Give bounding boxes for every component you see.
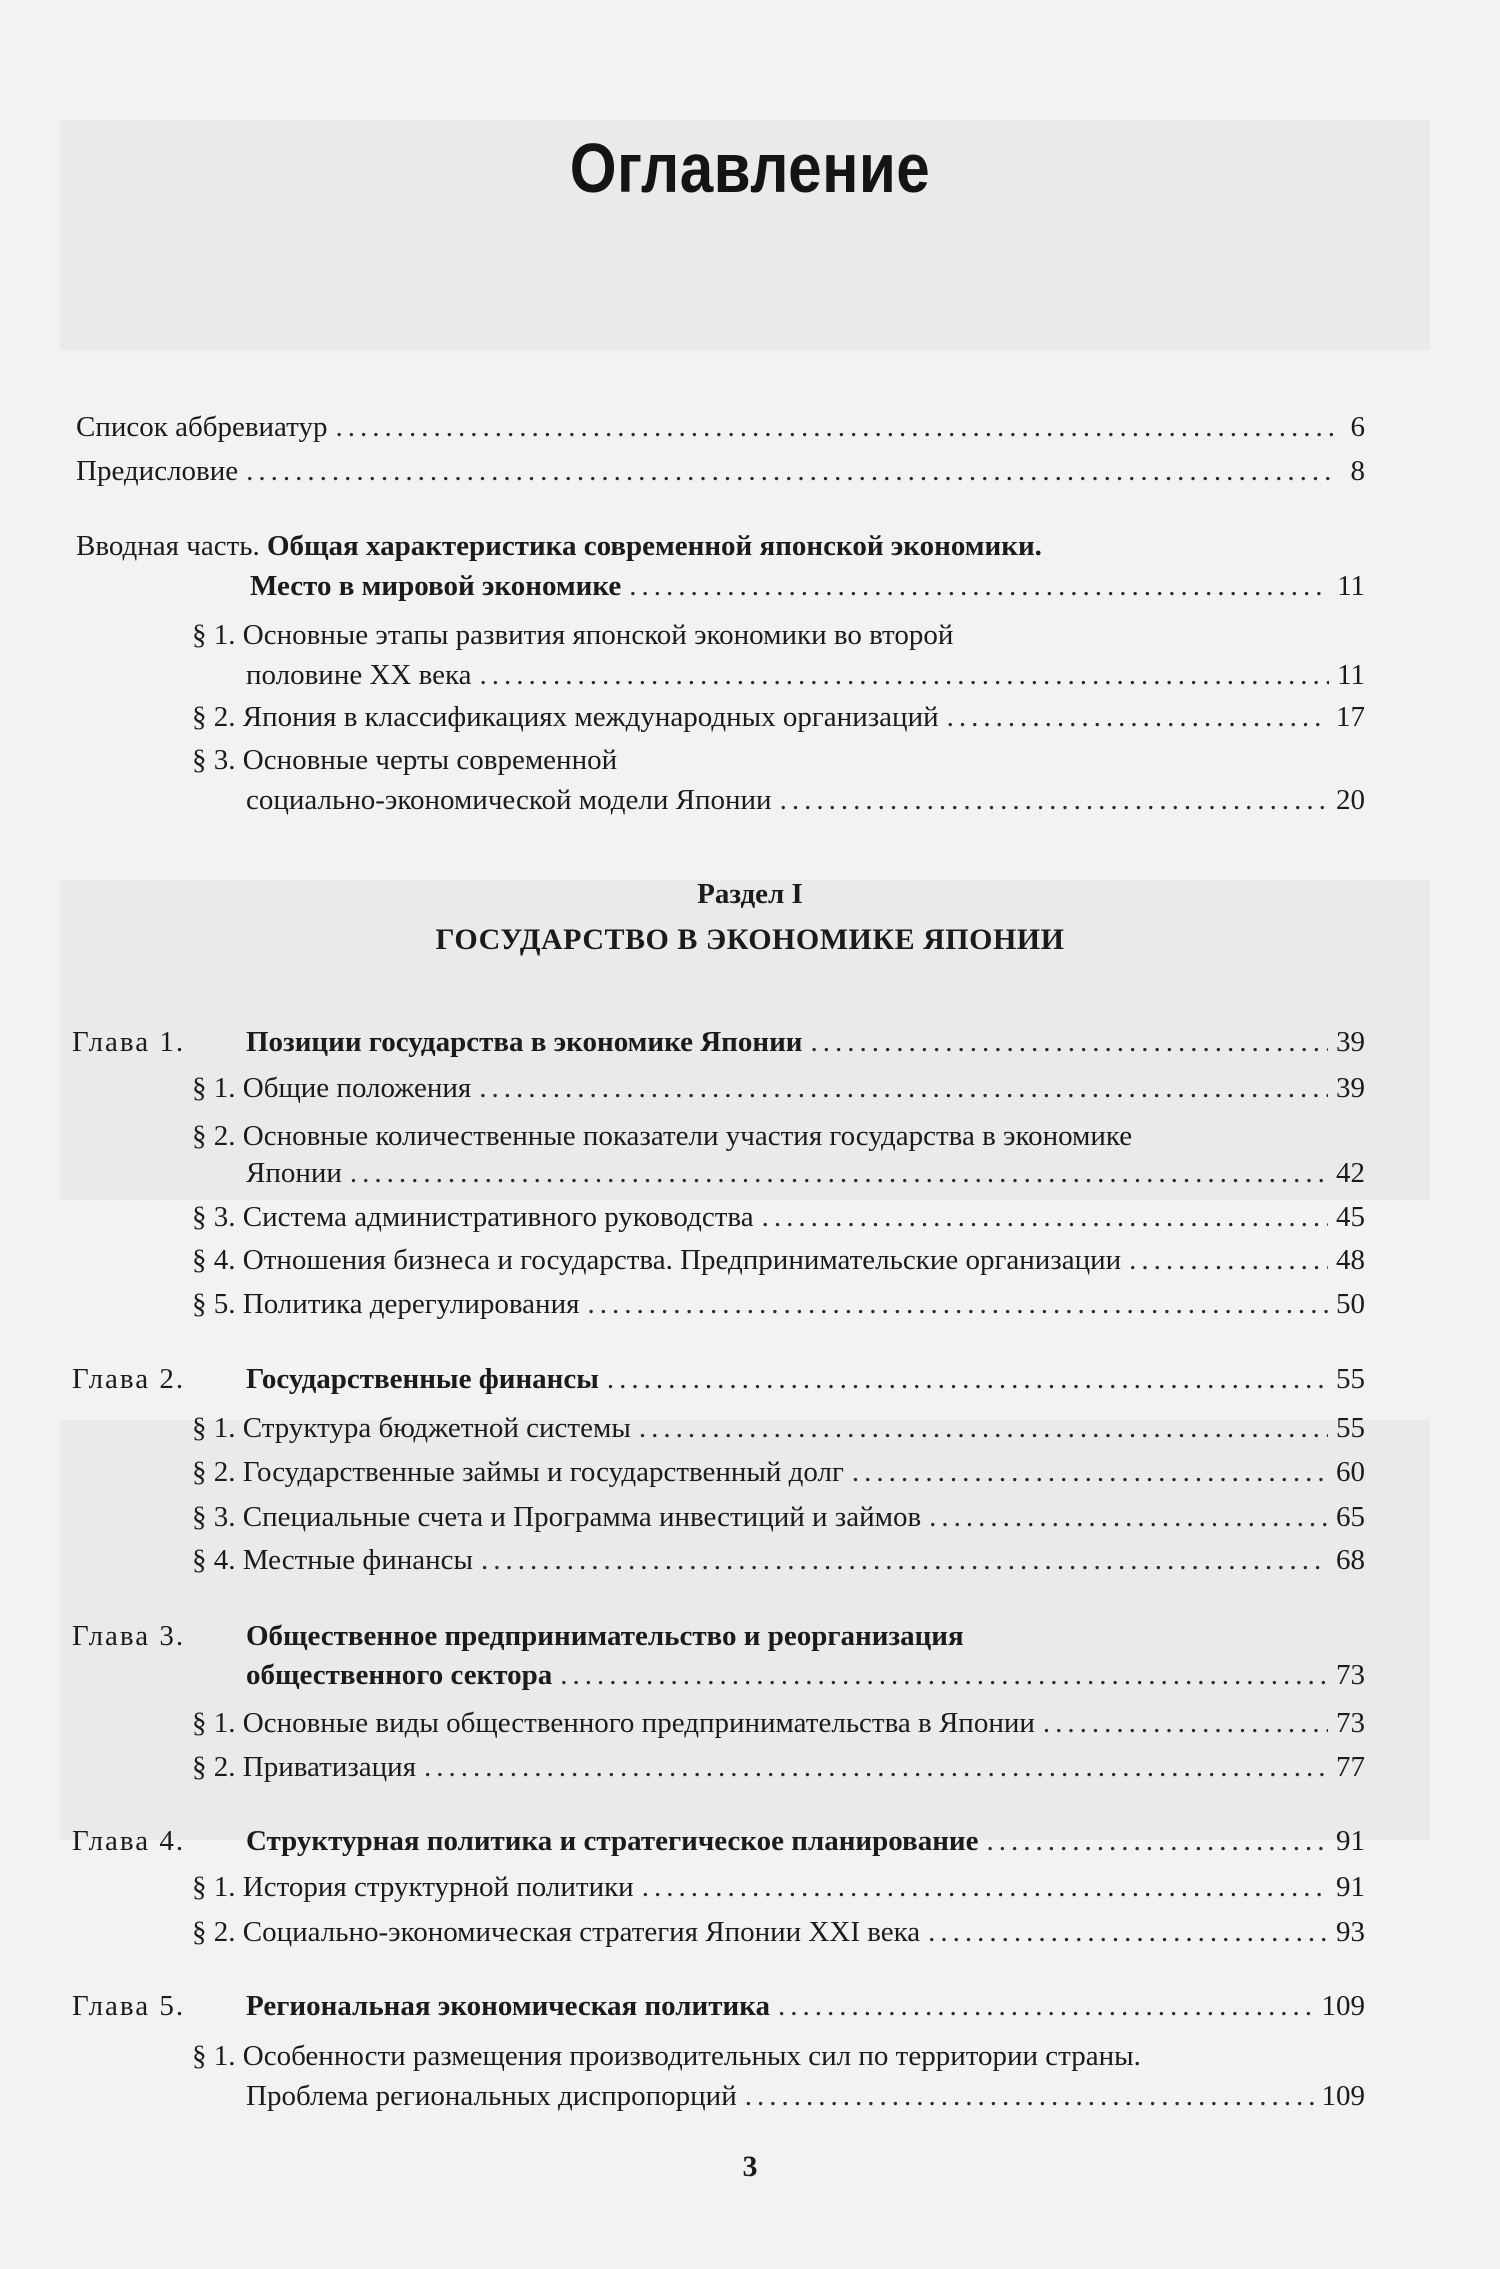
toc-page-number: 17 xyxy=(1336,701,1365,733)
toc-page-number: 39 xyxy=(1336,1072,1365,1104)
toc-page-number: 73 xyxy=(1336,1659,1365,1691)
toc-section-label: § 1. Основные виды общественного предпринимательства в Японии xyxy=(192,1707,1035,1739)
toc-section-entry[interactable] xyxy=(192,1408,1365,1448)
toc-page-number: 6 xyxy=(1350,411,1365,443)
part-label: Раздел I xyxy=(697,878,803,910)
chapter-title: Структурная политика и стратегическое планирование xyxy=(246,1825,979,1857)
toc-chapter-4[interactable] xyxy=(72,1821,1365,1861)
dot-leader xyxy=(335,407,1337,447)
toc-section-entry[interactable] xyxy=(192,1068,1365,1108)
toc-section-label: § 4. Местные финансы xyxy=(192,1544,473,1576)
dot-leader xyxy=(424,1747,1328,1787)
toc-entry-intro-heading[interactable] xyxy=(76,526,1042,566)
toc-entry-label: Список аббревиатур xyxy=(76,411,328,443)
toc-section-label: § 1. Структура бюджетной системы xyxy=(192,1412,631,1444)
toc-page-number: 77 xyxy=(1336,1751,1365,1783)
toc-page-number: 60 xyxy=(1336,1456,1365,1488)
dot-leader xyxy=(479,1068,1328,1108)
toc-section-label: § 2. Япония в классификациях международных организаций xyxy=(192,701,939,733)
toc-section-line2: Проблема региональных диспропорций xyxy=(246,2080,737,2112)
dot-leader xyxy=(987,1821,1329,1861)
toc-page-number: 93 xyxy=(1336,1916,1365,1948)
toc-section-line2: социально-экономической модели Японии xyxy=(246,784,772,816)
toc-chapter-3[interactable] xyxy=(246,1655,1365,1695)
dot-leader xyxy=(639,1408,1328,1448)
dot-leader xyxy=(607,1359,1328,1399)
dot-leader xyxy=(778,1986,1314,2026)
toc-section-label: § 1. История структурной политики xyxy=(192,1871,634,1903)
chapter-title: Региональная экономическая политика xyxy=(246,1990,770,2022)
toc-page-number: 91 xyxy=(1336,1871,1365,1903)
dot-leader xyxy=(928,1912,1328,1952)
dot-leader xyxy=(1129,1240,1328,1280)
toc-section-label: § 3. Специальные счета и Программа инвестиций и займов xyxy=(192,1501,922,1533)
toc-section-line1[interactable]: § 2. Основные количественные показатели участия государства в экономике xyxy=(192,1120,1133,1152)
toc-section-entry[interactable] xyxy=(192,1747,1365,1787)
toc-section-entry[interactable] xyxy=(192,1867,1365,1907)
dot-leader xyxy=(780,780,1328,820)
toc-section-label: § 5. Политика дерегулирования xyxy=(192,1288,580,1320)
toc-section-entry[interactable] xyxy=(192,697,1365,737)
chapter-label: Глава 4. xyxy=(72,1825,186,1857)
toc-page-number: 20 xyxy=(1336,784,1365,816)
chapter-title: Общественное предпринимательство и реорганизация xyxy=(246,1620,964,1652)
page-title: Оглавление xyxy=(569,129,931,207)
toc-entry-preface[interactable] xyxy=(76,451,1365,491)
toc-section-label: § 2. Социально-экономическая стратегия Японии XXI века xyxy=(192,1916,921,1948)
toc-page-number: 8 xyxy=(1350,455,1365,487)
dot-leader xyxy=(587,1284,1328,1324)
toc-section-entry[interactable] xyxy=(246,655,1365,695)
toc-entry-abbreviations[interactable] xyxy=(76,407,1365,447)
toc-section-entry[interactable] xyxy=(192,1240,1365,1280)
dot-leader xyxy=(350,1153,1328,1193)
dot-leader xyxy=(642,1867,1328,1907)
toc-page-number: 109 xyxy=(1321,1990,1365,2022)
page-number: 3 xyxy=(742,2150,758,2183)
dot-leader xyxy=(929,1497,1328,1537)
toc-page-number: 55 xyxy=(1336,1412,1365,1444)
part-title: ГОСУДАРСТВО В ЭКОНОМИКЕ ЯПОНИИ xyxy=(435,923,1065,956)
toc-page-number: 39 xyxy=(1336,1026,1365,1058)
toc-chapter-2[interactable] xyxy=(72,1359,1365,1399)
toc-page-number: 45 xyxy=(1336,1201,1365,1233)
toc-section-entry[interactable] xyxy=(192,1197,1365,1237)
toc-section-entry[interactable] xyxy=(192,1540,1365,1580)
toc-page-number: 11 xyxy=(1337,570,1365,602)
toc-page-number: 11 xyxy=(1337,659,1365,691)
chapter-label: Глава 1. xyxy=(72,1026,186,1058)
chapter-label: Глава 2. xyxy=(72,1363,186,1395)
chapter-title: Государственные финансы xyxy=(246,1363,599,1395)
toc-section-label: § 2. Государственные займы и государственный долг xyxy=(192,1456,844,1488)
toc-section-entry[interactable] xyxy=(192,1912,1365,1952)
dot-leader xyxy=(560,1655,1328,1695)
toc-page-number: 42 xyxy=(1336,1157,1365,1189)
toc-chapter-1[interactable] xyxy=(72,1022,1365,1062)
toc-section-entry[interactable] xyxy=(246,1153,1365,1193)
dot-leader xyxy=(745,2076,1314,2116)
toc-page-number: 109 xyxy=(1321,2080,1365,2112)
toc-section-entry[interactable] xyxy=(192,1452,1365,1492)
dot-leader xyxy=(1043,1703,1328,1743)
toc-chapter-3-heading[interactable] xyxy=(72,1616,964,1656)
chapter-label: Глава 5. xyxy=(72,1990,186,2022)
toc-entry-label: Предисловие xyxy=(76,455,239,487)
toc-page-number: 48 xyxy=(1336,1244,1365,1276)
toc-section-entry[interactable] xyxy=(246,780,1365,820)
toc-section-line1[interactable]: § 3. Основные черты современной xyxy=(192,744,618,776)
dot-leader xyxy=(246,451,1337,491)
toc-page-number: 50 xyxy=(1336,1288,1365,1320)
intro-title-line2: Место в мировой экономике xyxy=(250,570,622,602)
dot-leader xyxy=(811,1022,1328,1062)
dot-leader xyxy=(852,1452,1328,1492)
chapter-title-line2: общественного сектора xyxy=(246,1659,553,1691)
toc-page-number: 55 xyxy=(1336,1363,1365,1395)
toc-section-entry[interactable] xyxy=(192,1497,1365,1537)
toc-entry-intro[interactable] xyxy=(250,566,1365,606)
toc-section-entry[interactable] xyxy=(192,1284,1365,1324)
toc-chapter-5[interactable] xyxy=(72,1986,1365,2026)
toc-section-label: § 2. Приватизация xyxy=(192,1751,417,1783)
dot-leader xyxy=(762,1197,1328,1237)
toc-section-label: § 1. Общие положения xyxy=(192,1072,472,1104)
toc-page-number: 65 xyxy=(1336,1501,1365,1533)
toc-section-line1[interactable]: § 1. Особенности размещения производительных сил по территории страны. xyxy=(192,2040,1141,2072)
intro-prefix: Вводная часть. xyxy=(76,530,260,562)
dot-leader xyxy=(629,566,1329,606)
toc-page-number: 91 xyxy=(1336,1825,1365,1857)
dot-leader xyxy=(480,655,1330,695)
toc-section-line1[interactable]: § 1. Основные этапы развития японской экономики во второй xyxy=(192,619,954,651)
toc-page-number: 68 xyxy=(1336,1544,1365,1576)
toc-section-label: § 4. Отношения бизнеса и государства. Предпринимательские организации xyxy=(192,1244,1122,1276)
toc-section-label: § 3. Система административного руководства xyxy=(192,1201,754,1233)
toc-section-line2: половине XX века xyxy=(246,659,472,691)
chapter-title: Позиции государства в экономике Японии xyxy=(246,1026,803,1058)
toc-page-number: 73 xyxy=(1336,1707,1365,1739)
chapter-label: Глава 3. xyxy=(72,1620,186,1652)
dot-leader xyxy=(947,697,1328,737)
toc-section-entry[interactable] xyxy=(192,1703,1365,1743)
toc-section-line2: Японии xyxy=(246,1157,342,1189)
toc-section-entry[interactable] xyxy=(246,2076,1365,2116)
dot-leader xyxy=(481,1540,1328,1580)
intro-title-line1: Общая характеристика современной японской экономики. xyxy=(266,530,1042,562)
